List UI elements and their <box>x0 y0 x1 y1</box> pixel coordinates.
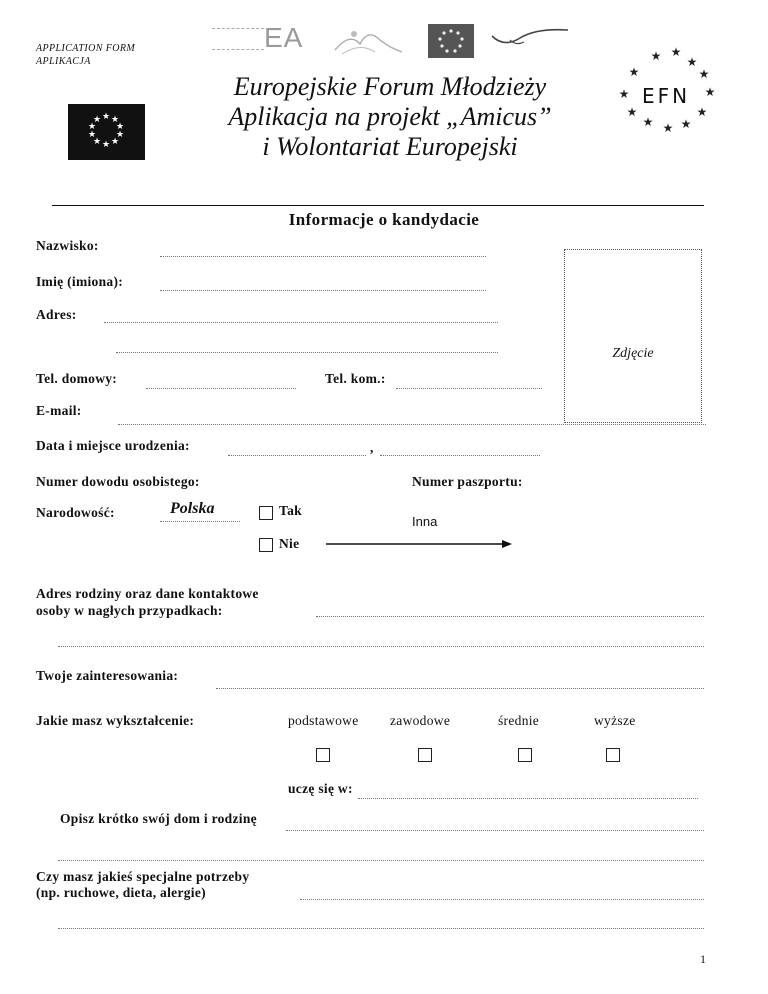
nationality-value[interactable]: Polska <box>170 500 215 517</box>
home-family-label: Opisz krótko swój dom i rodzinę <box>60 811 257 826</box>
education-label: Jakie masz wykształcenie: <box>36 713 195 728</box>
special-needs-field-line-2[interactable] <box>58 928 704 929</box>
page-number: 1 <box>700 952 706 966</box>
education-option-higher: wyższe <box>594 713 636 728</box>
nationality-other-label: Inna <box>412 514 438 529</box>
photo-label: Zdjęcie <box>612 346 654 361</box>
family-contact-field-line-1[interactable] <box>316 616 704 617</box>
svg-text:★: ★ <box>87 130 97 140</box>
svg-text:★: ★ <box>628 65 640 79</box>
education-higher-checkbox[interactable] <box>606 748 620 762</box>
title-line-3: i Wolontariat Europejski <box>262 132 518 161</box>
svg-text:★: ★ <box>87 122 97 132</box>
title-line-2: Aplikacja na projekt „Amicus” <box>228 102 552 131</box>
svg-text:★: ★ <box>686 55 698 69</box>
surname-field[interactable] <box>160 256 486 257</box>
interests-label: Twoje zainteresowania: <box>36 668 179 683</box>
efn-logo-text: EFN <box>642 84 691 108</box>
photo-box[interactable] <box>564 249 702 423</box>
svg-text:★: ★ <box>642 115 654 129</box>
special-needs-field-line-1[interactable] <box>300 899 704 900</box>
page-title <box>170 72 610 162</box>
nationality-yes-checkbox[interactable] <box>259 506 273 520</box>
family-contact-label <box>36 585 259 619</box>
special-needs-label <box>36 869 249 901</box>
svg-text:★: ★ <box>101 140 111 150</box>
ea-logo <box>212 20 312 60</box>
svg-text:★: ★ <box>670 46 682 59</box>
education-vocational-checkbox[interactable] <box>418 748 432 762</box>
svg-text:★: ★ <box>704 85 716 99</box>
surname-label: Nazwisko: <box>36 238 99 253</box>
svg-text:★: ★ <box>115 122 125 132</box>
home-phone-field[interactable] <box>146 388 296 389</box>
id-number-label: Numer dowodu osobistego: <box>36 474 200 489</box>
svg-text:★: ★ <box>680 117 692 131</box>
svg-text:★: ★ <box>698 67 710 81</box>
svg-text:★: ★ <box>101 112 111 122</box>
svg-text:★: ★ <box>696 105 708 119</box>
arrow-right-icon <box>326 538 516 550</box>
svg-text:★: ★ <box>115 130 125 140</box>
first-name-field[interactable] <box>160 290 486 291</box>
birth-label: Data i miejsce urodzenia: <box>36 438 190 453</box>
title-line-1: Europejskie Forum Młodzieży <box>233 72 547 101</box>
address-field-line-1[interactable] <box>104 322 498 323</box>
form-label-en: APPLICATION FORM <box>36 43 136 54</box>
swoosh-logo-icon <box>490 26 570 52</box>
email-label: E-mail: <box>36 403 82 418</box>
eu-flag-icon <box>68 104 145 160</box>
special-needs-label-line-1: Czy masz jakieś specjalne potrzeby <box>36 869 250 884</box>
birth-place-field[interactable] <box>380 455 540 456</box>
special-needs-label-line-2: (np. ruchowe, dieta, alergie) <box>36 885 206 900</box>
bird-logo-icon <box>330 22 405 58</box>
passport-label: Numer paszportu: <box>412 474 523 489</box>
eu-flag-small-icon <box>428 24 474 58</box>
mobile-phone-field[interactable] <box>396 388 542 389</box>
birth-separator: , <box>370 440 374 455</box>
nationality-label: Narodowość: <box>36 505 115 520</box>
family-contact-label-line-2: osoby w nagłych przypadkach: <box>36 603 223 618</box>
first-name-label: Imię (imiona): <box>36 274 124 289</box>
ea-logo-text: EA <box>264 22 304 53</box>
efn-logo <box>612 46 722 136</box>
svg-text:★: ★ <box>650 49 662 63</box>
education-primary-checkbox[interactable] <box>316 748 330 762</box>
svg-text:★: ★ <box>92 115 102 125</box>
section-heading: Informacje o kandydacie <box>288 210 480 229</box>
home-family-field-line-1[interactable] <box>286 830 704 831</box>
birth-date-field[interactable] <box>228 455 366 456</box>
address-field-line-2[interactable] <box>116 352 498 353</box>
studying-field[interactable] <box>358 798 698 799</box>
home-phone-label: Tel. domowy: <box>36 371 118 386</box>
form-label-pl: APLIKACJA <box>36 56 91 67</box>
address-label: Adres: <box>36 307 77 322</box>
interests-field[interactable] <box>216 688 704 689</box>
email-field[interactable] <box>118 424 706 425</box>
header-divider <box>52 205 704 206</box>
mobile-phone-label: Tel. kom.: <box>325 371 386 386</box>
form-label <box>36 42 135 68</box>
family-contact-field-line-2[interactable] <box>58 646 704 647</box>
svg-text:★: ★ <box>618 87 630 101</box>
nationality-no-label: Nie <box>279 536 300 551</box>
home-family-field-line-2[interactable] <box>58 860 704 861</box>
svg-text:★: ★ <box>92 137 102 147</box>
nationality-no-checkbox[interactable] <box>259 538 273 552</box>
svg-text:★: ★ <box>626 105 638 119</box>
education-secondary-checkbox[interactable] <box>518 748 532 762</box>
studying-label: uczę się w: <box>288 781 353 796</box>
nationality-yes-label: Tak <box>279 503 302 518</box>
education-option-vocational: zawodowe <box>390 713 451 728</box>
education-option-secondary: średnie <box>498 713 540 728</box>
svg-text:★: ★ <box>110 115 120 125</box>
svg-text:★: ★ <box>662 121 674 135</box>
education-option-primary: podstawowe <box>288 713 359 728</box>
svg-text:★: ★ <box>110 137 120 147</box>
family-contact-label-line-1: Adres rodziny oraz dane kontaktowe <box>36 586 259 601</box>
nationality-field[interactable] <box>160 521 240 522</box>
